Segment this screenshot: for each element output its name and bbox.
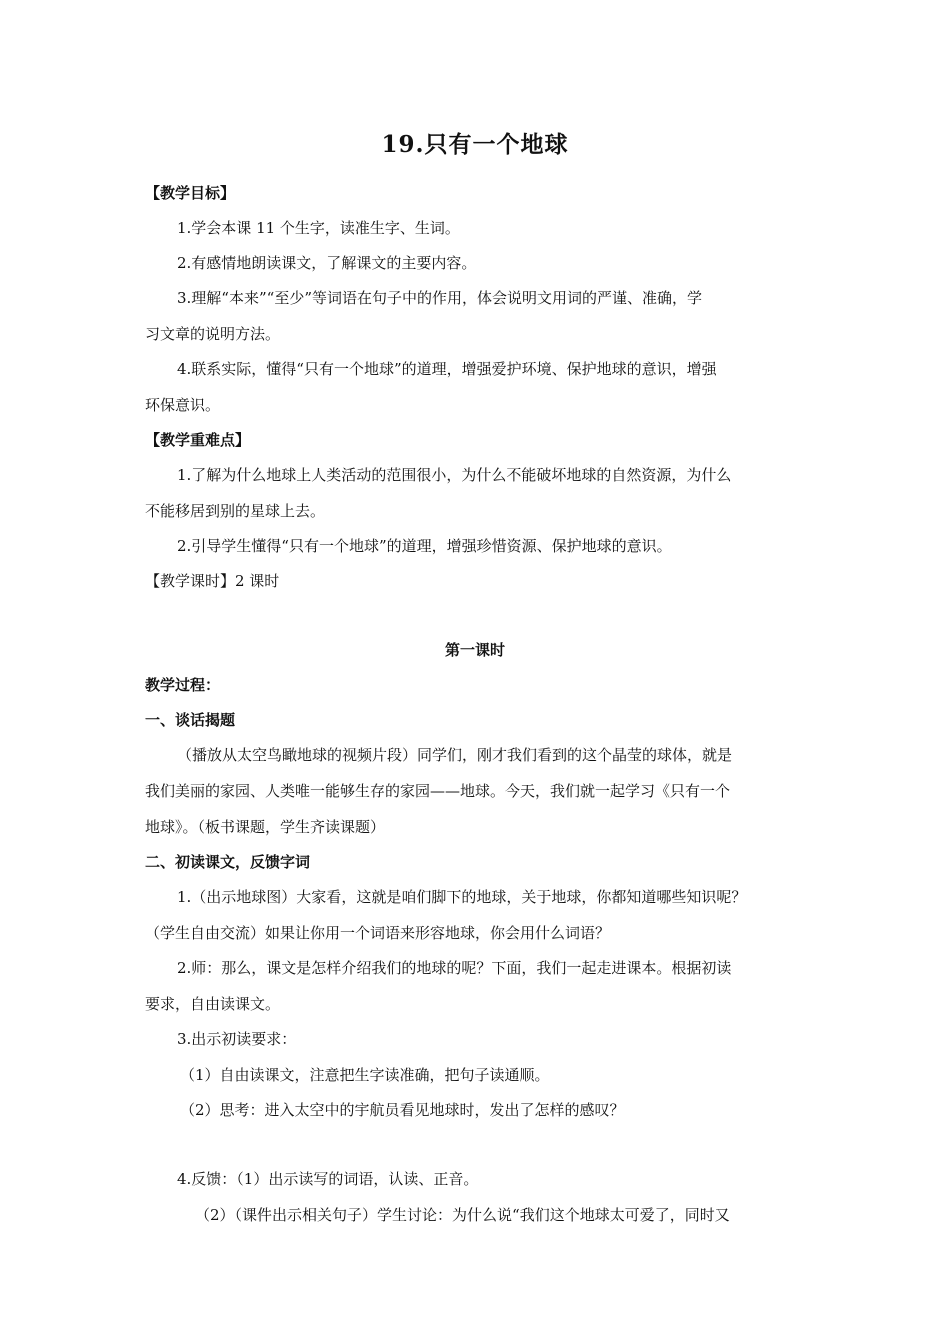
lesson-1-heading: 第一课时 <box>444 641 505 659</box>
section-1-line-3: 地球》。（板书课题，学生齐读课题） <box>145 818 386 836</box>
section-1-line-2: 我们美丽的家园、人类唯一能够生存的家园——地球。今天，我们就一起学习《只有一个 <box>145 782 731 800</box>
teaching-hours: 【教学课时】2 课时 <box>145 572 280 590</box>
section-2-p4-sub-2: （2）（课件出示相关句子）学生讨论：为什么说“我们这个地球太可爱了，同时又 <box>195 1206 730 1224</box>
section-2-p1-line-1: 1.（出示地球图）大家看，这就是咱们脚下的地球，关于地球，你都知道哪些知识呢？ <box>177 888 747 906</box>
key-point-1-line-2: 不能移居到别的星球上去。 <box>145 502 326 520</box>
objectives-heading: 【教学目标】 <box>145 184 236 202</box>
section-2-p2-line-2: 要求，自由读课文。 <box>145 995 281 1013</box>
document-title: 19.只有一个地球 <box>381 131 569 158</box>
section-2-p3: 3.出示初读要求： <box>177 1030 297 1048</box>
objective-item-4-line-2: 环保意识。 <box>145 396 221 414</box>
objective-item-3-line-1: 3.理解“本来”“至少”等词语在句子中的作用，体会说明文用词的严谨、准确，学 <box>177 289 702 307</box>
section-2-p1-line-2: （学生自由交流）如果让你用一个词语来形容地球，你会用什么词语？ <box>145 924 611 942</box>
section-1-heading: 一、谈话揭题 <box>145 711 236 729</box>
section-2-p2-line-1: 2.师：那么，课文是怎样介绍我们的地球的呢？下面，我们一起走进课本。根据初读 <box>177 959 732 977</box>
section-2-p3-sub-1: （1）自由读课文，注意把生字读准确，把句子读通顺。 <box>180 1066 550 1084</box>
key-point-1-line-1: 1.了解为什么地球上人类活动的范围很小，为什么不能破坏地球的自然资源，为什么 <box>177 466 732 484</box>
section-2-p3-sub-2: （2）思考：进入太空中的宇航员看见地球时，发出了怎样的感叹？ <box>180 1101 625 1119</box>
objective-item-3-line-2: 习文章的说明方法。 <box>145 325 281 343</box>
section-2-p4: 4.反馈：（1）出示读写的词语，认读、正音。 <box>177 1170 479 1188</box>
objective-item-4-line-1: 4.联系实际，懂得“只有一个地球”的道理，增强爱护环境、保护地球的意识，增强 <box>177 360 717 378</box>
section-1-line-1: （播放从太空鸟瞰地球的视频片段）同学们，刚才我们看到的这个晶莹的球体，就是 <box>177 746 733 764</box>
objective-item-1: 1.学会本课 11 个生字，读准生字、生词。 <box>177 219 460 237</box>
section-2-heading: 二、初读课文，反馈字词 <box>145 853 311 871</box>
teaching-process-label: 教学过程： <box>145 676 221 694</box>
objective-item-2: 2.有感情地朗读课文，了解课文的主要内容。 <box>177 254 477 272</box>
key-points-heading: 【教学重难点】 <box>145 431 251 449</box>
key-point-2: 2.引导学生懂得“只有一个地球”的道理，增强珍惜资源、保护地球的意识。 <box>177 537 672 555</box>
